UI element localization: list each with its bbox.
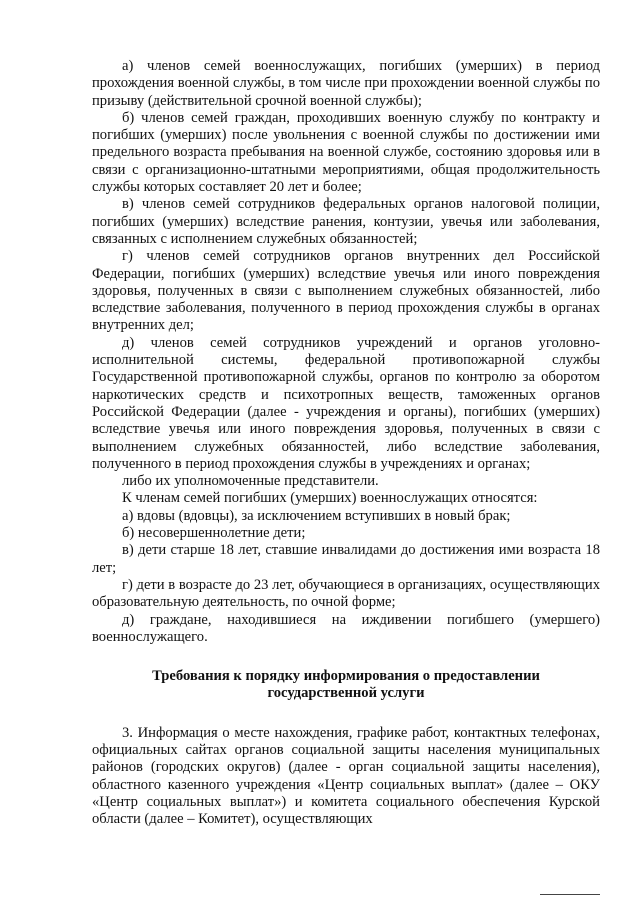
paragraph-g: г) членов семей сотрудников органов внутренних дел Российской Федерации, погибших (умерших) вследствие увечья или иного повреждения здоровья, полученных в связи с выполнением служебных обязанностей, либо вследствие заболевания, полученного в период прохождения службы в органах внутренних дел; xyxy=(92,248,600,334)
paragraph-family-g: г) дети в возрасте до 23 лет, обучающиеся в организациях, осуществляющих образовательную деятельность, по очной форме; xyxy=(92,576,600,611)
section-heading-line-1: Требования к порядку информирования о предоставлении xyxy=(152,668,540,685)
paragraph-v: в) членов семей сотрудников федеральных органов налоговой полиции, погибших (умерших) вследствие ранения, контузии, увечья или заболевания, связанных с исполнением служебных обязанностей; xyxy=(92,196,600,247)
paragraph-family-b: б) несовершеннолетние дети; xyxy=(122,525,306,542)
document-page xyxy=(92,58,600,828)
section-heading xyxy=(92,668,600,703)
paragraph-3-information: 3. Информация о месте нахождения, графике работ, контактных телефонах, официальных сайтах органов социальной защиты населения муниципальных районов (городских округов) (далее - орган социальной защиты населения), областного казенного учреждения «Центр социальных выплат» (далее – ОКУ «Центр социальных выплат») и комитета социального обеспечения Курской области (далее – Комитет), осуществляющих xyxy=(92,724,600,828)
paragraph-family-v: в) дети старше 18 лет, ставшие инвалидами до достижения ими возраста 18 лет; xyxy=(92,542,600,576)
footer-rule xyxy=(540,894,600,895)
paragraph-d: д) членов семей сотрудников учреждений и органов уголовно-исполнительной системы, федеральной противопожарной службы Государственной противопожарной службы, органов по контролю за оборотом наркотических средств и психотропных веществ, таможенных органов Российской Федерации (далее - учреждения и органы), погибших (умерших) вследствие увечья или иного повреждения здоровья, полученных в связи с выполнением служебных обязанностей, либо вследствие заболевания, полученного в период прохождения службы в учреждениях и органах; xyxy=(92,334,600,472)
paragraph-family-d: д) граждане, находившиеся на иждивении погибшего (умершего) военнослужащего. xyxy=(92,611,600,645)
section-heading-line-2: государственной услуги xyxy=(267,685,425,702)
paragraph-representatives: либо их уполномоченные представители. xyxy=(122,473,379,490)
paragraph-family-members-intro: К членам семей погибших (умерших) военнослужащих относятся: xyxy=(122,490,538,507)
paragraph-family-a: а) вдовы (вдовцы), за исключением вступивших в новый брак; xyxy=(122,507,511,524)
paragraph-a: а) членов семей военнослужащих, погибших (умерших) в период прохождения военной службы, в том числе при прохождении военной службы по призыву (действительной срочной военной службы); xyxy=(92,58,600,109)
paragraph-b: б) членов семей граждан, проходивших военную службу по контракту и погибших (умерших) после увольнения с военной службы по достижении ими предельного возраста пребывания на военной службе, состоянию здоровья или в связи с организационно-штатными мероприятиями, общая продолжительность службы которых составляет 20 лет и более; xyxy=(92,109,600,196)
